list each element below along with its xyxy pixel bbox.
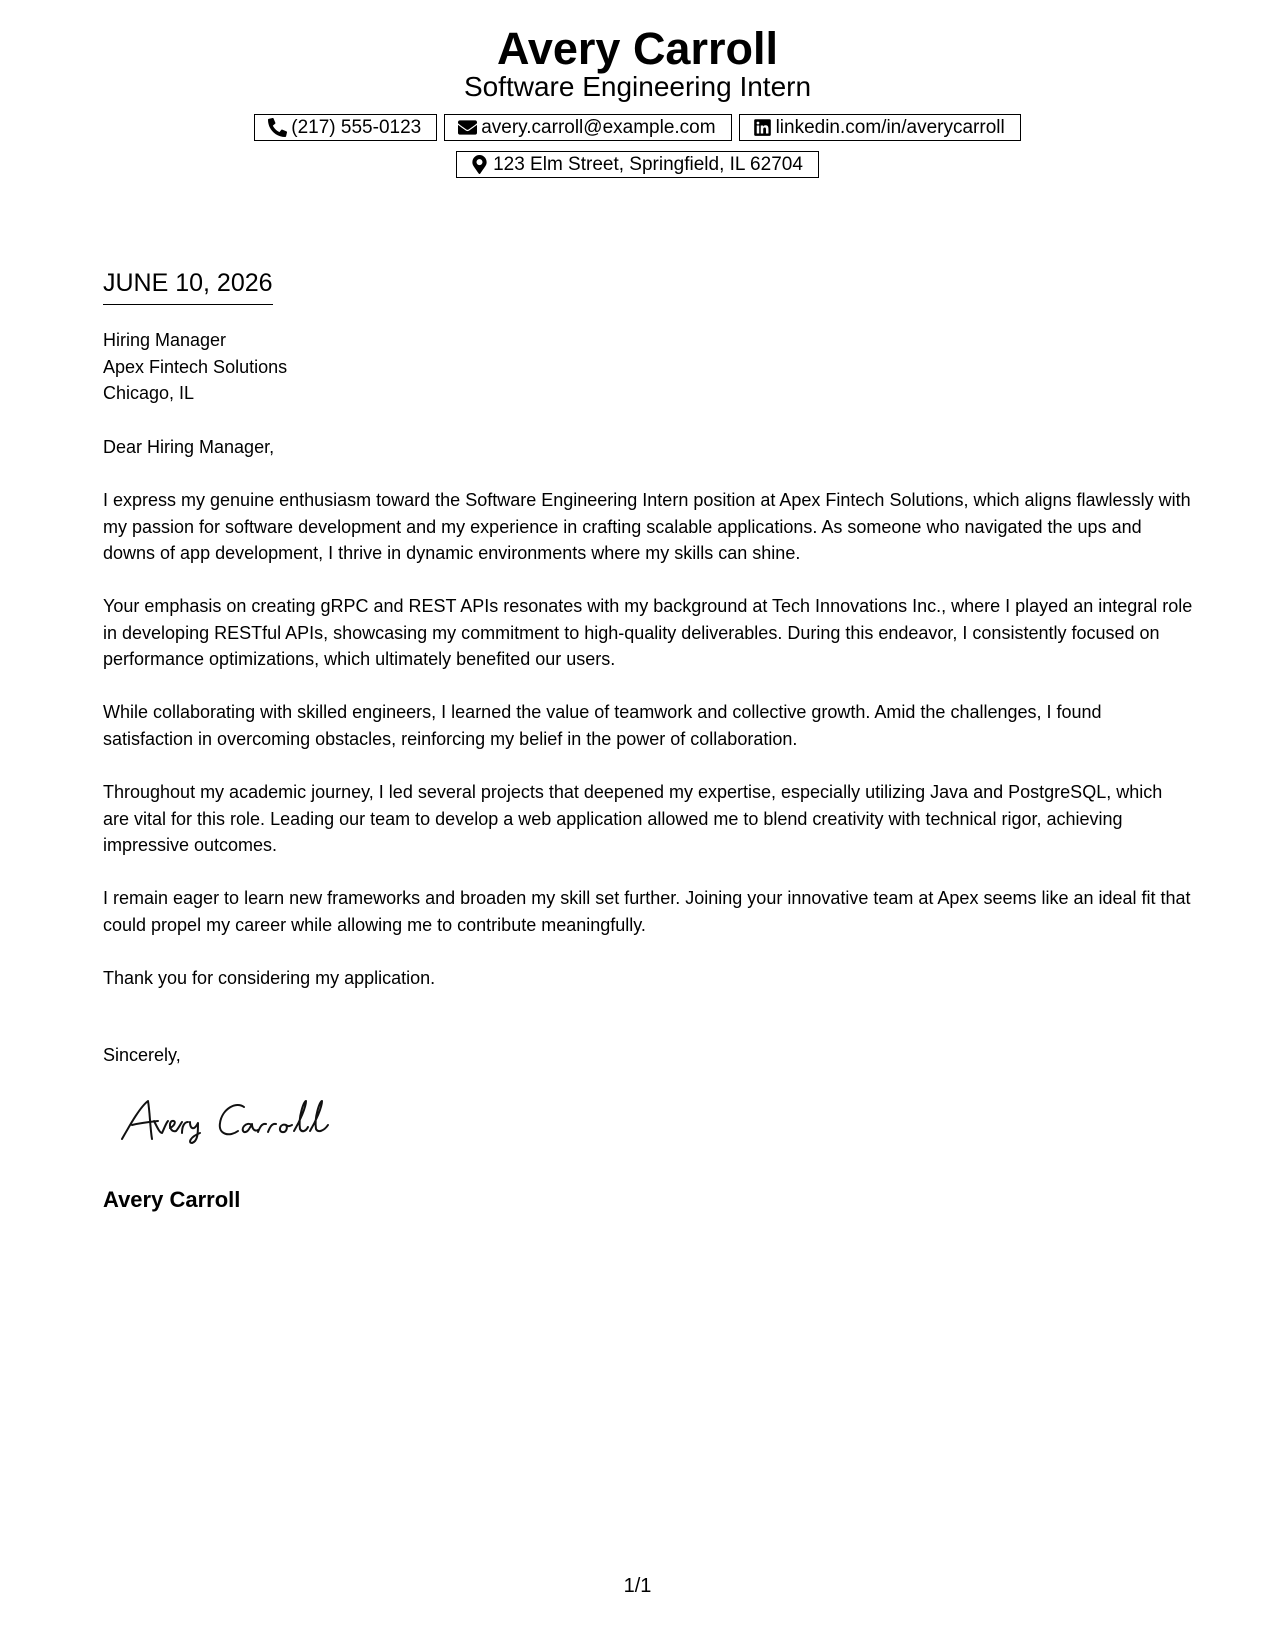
email-text: avery.carroll@example.com <box>481 117 716 138</box>
contact-row <box>0 114 1275 141</box>
body-paragraph: I express my genuine enthusiasm toward the Software Engineering Intern position at Apex Fintech Solutions, which aligns flawlessly with my passion for software development and my experience in crafting scalable applications. As someone who navigated the ups and downs of app development, I thrive in dynamic environments where my skills can shine. <box>103 490 1191 563</box>
body-paragraph: I remain eager to learn new frameworks and broaden my skill set further. Joining your innovative team at Apex seems like an ideal fit that could propel my career while allowing me to contribute meaningfully. <box>103 888 1191 935</box>
body-paragraph: Thank you for considering my application. <box>103 968 436 988</box>
handwritten-signature <box>118 1095 348 1147</box>
email-contact <box>444 114 731 141</box>
signature-name: Avery Carroll <box>103 1187 241 1212</box>
body-paragraph: While collaborating with skilled engineers, I learned the value of teamwork and collective growth. Amid the challenges, I found satisfaction in overcoming obstacles, reinforcing my belief in the power of collaboration. <box>103 702 1102 749</box>
recipient-block <box>103 327 287 407</box>
salutation: Dear Hiring Manager, <box>103 437 275 457</box>
body-paragraph: Your emphasis on creating gRPC and REST APIs resonates with my background at Tech Innovations Inc., where I played an integral role in developing RESTful APIs, showcasing my commitment to high-quality deliverables. During this endeavor, I consistently focused on performance optimizations, which ultimately benefited our users. <box>103 596 1193 669</box>
job-title: Software Engineering Intern <box>463 71 812 102</box>
letter-date: JUNE 10, 2026 <box>103 268 273 305</box>
address-contact <box>456 151 819 178</box>
recipient-location: Chicago, IL <box>103 383 195 403</box>
map-marker-icon <box>470 155 489 174</box>
address-row <box>0 151 1275 178</box>
linkedin-text: linkedin.com/in/averycarroll <box>775 117 1005 138</box>
closing: Sincerely, <box>103 1045 181 1065</box>
linkedin-contact <box>739 114 1021 141</box>
phone-contact <box>254 114 437 141</box>
body-paragraph: Throughout my academic journey, I led several projects that deepened my expertise, especially utilizing Java and PostgreSQL, which are vital for this role. Leading our team to develop a web application allowed me to blend creativity with technical rigor, achieving impressive outcomes. <box>103 782 1163 855</box>
applicant-name: Avery Carroll <box>497 23 778 74</box>
phone-text: (217) 555-0123 <box>291 117 422 138</box>
phone-icon <box>268 118 287 137</box>
page-number: 1/1 <box>623 1575 652 1597</box>
envelope-icon <box>458 118 477 137</box>
recipient-company: Apex Fintech Solutions <box>103 356 288 377</box>
linkedin-icon <box>753 118 772 137</box>
address-text: 123 Elm Street, Springfield, IL 62704 <box>493 154 803 175</box>
recipient-name: Hiring Manager <box>103 330 227 350</box>
